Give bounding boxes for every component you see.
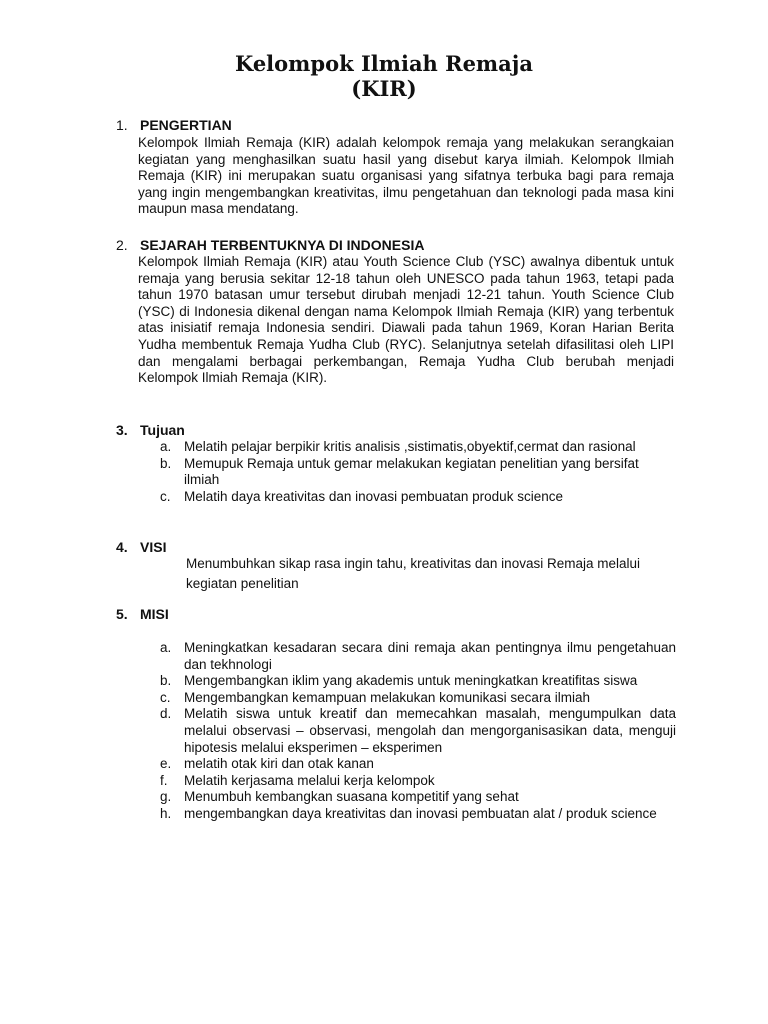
- list-item: [160, 439, 660, 456]
- section-number: 1.: [116, 117, 128, 133]
- list-marker: b.: [160, 455, 172, 471]
- list-item-text: melatih otak kiri dan otak kanan: [184, 756, 374, 772]
- list-item-text: Memupuk Remaja untuk gemar melakukan kegiatan penelitian yang bersifat ilmiah: [184, 455, 639, 488]
- list-item-text: Mengembangkan iklim yang akademis untuk meningkatkan kreatifitas siswa: [184, 673, 638, 689]
- section-number: 4.: [116, 539, 128, 555]
- list-item: [160, 690, 676, 707]
- list-item: [160, 489, 660, 506]
- section-number: 2.: [116, 237, 128, 253]
- section-title: MISI: [140, 606, 169, 622]
- section-title: PENGERTIAN: [140, 117, 232, 133]
- list-item-text: Melatih kerjasama melalui kerja kelompok: [184, 772, 435, 788]
- list-marker: g.: [160, 789, 172, 805]
- list-item: [160, 706, 676, 756]
- list-item: [160, 673, 676, 690]
- section-title: SEJARAH TERBENTUKNYA DI INDONESIA: [140, 237, 425, 253]
- document-subtitle: (KIR): [351, 76, 417, 101]
- section-body-sejarah: Kelompok Ilmiah Remaja (KIR) atau Youth Science Club (YSC) awalnya dibentuk untuk remaja yang berusia sekitar 12-18 tahun oleh UNESCO pada tahun 1963, tetapi pada tahun 1970 batasan umur tersebut dirubah menjadi 12-21 tahun. Youth Science Club (YSC) di Indonesia dikenal dengan nama Kelompok Ilmiah Remaja (KIR) yang terbentuk atas inisiatif remaja Indonesia sendiri. Diawali pada tahun 1969, Koran Harian Berita Yudha membentuk Remaja Yudha Club (RYC). Selanjutnya setelah difasilitasi oleh LIPI dan mengalami berbagai perkembangan, Remaja Yudha Club berubah menjadi Kelompok Ilmiah Remaja (KIR).: [138, 254, 674, 386]
- list-marker: d.: [160, 706, 172, 722]
- list-marker: b.: [160, 673, 172, 689]
- list-item-text: Meningkatkan kesadaran secara dini remaja akan pentingnya ilmu pengetahuan dan tekhnologi: [184, 640, 676, 672]
- list-item: [160, 756, 676, 773]
- section-title: VISI: [140, 539, 167, 555]
- list-item-text: Melatih pelajar berpikir kritis analisis ,sistimatis,obyektif,cermat dan rasional: [184, 439, 636, 454]
- tujuan-list: [160, 439, 660, 505]
- list-item-text: Melatih daya kreativitas dan inovasi pembuatan produk science: [184, 488, 563, 504]
- list-item-text: Menumbuh kembangkan suasana kompetitif yang sehat: [184, 789, 519, 805]
- list-item: [160, 806, 676, 823]
- list-marker: a.: [160, 439, 172, 454]
- list-marker: c.: [160, 488, 171, 504]
- list-marker: a.: [160, 640, 172, 655]
- section-body-pengertian: Kelompok Ilmiah Remaja (KIR) adalah kelompok remaja yang melakukan serangkaian kegiatan yang menghasilkan suatu hasil yang disebut karya ilmiah. Kelompok Ilmiah Remaja (KIR) ini merupakan suatu organisasi yang sifatnya terbuka bagi para remaja yang ingin mengembangkan kreativitas, ilmu pengetahuan dan teknologi pada masa kini maupun masa mendatang.: [138, 135, 674, 217]
- section-number: 5.: [116, 606, 128, 622]
- list-marker: e.: [160, 756, 172, 772]
- list-marker: f.: [160, 772, 168, 788]
- list-item: [160, 789, 676, 806]
- document-title: Kelompok Ilmiah Remaja: [235, 51, 533, 76]
- list-marker: h.: [160, 805, 172, 821]
- section-number: 3.: [116, 422, 128, 438]
- list-item: [160, 773, 676, 790]
- list-item: [160, 640, 676, 673]
- misi-list: [160, 640, 676, 823]
- section-title: Tujuan: [140, 422, 185, 438]
- list-item: [160, 456, 660, 489]
- list-item-text: Mengembangkan kemampuan melakukan komunikasi secara ilmiah: [184, 689, 590, 705]
- list-item-text: Melatih siswa untuk kreatif dan memecahkan masalah, mengumpulkan data melalui observasi – observasi, mengolah dan mengorganisasikan data, menguji hipotesis melalui eksperimen – eksperimen: [184, 706, 676, 755]
- list-item-text: mengembangkan daya kreativitas dan inovasi pembuatan alat / produk science: [184, 805, 657, 821]
- section-body-visi: Menumbuhkan sikap rasa ingin tahu, kreativitas dan inovasi Remaja melalui kegiatan penelitian: [186, 556, 640, 591]
- list-marker: c.: [160, 689, 171, 705]
